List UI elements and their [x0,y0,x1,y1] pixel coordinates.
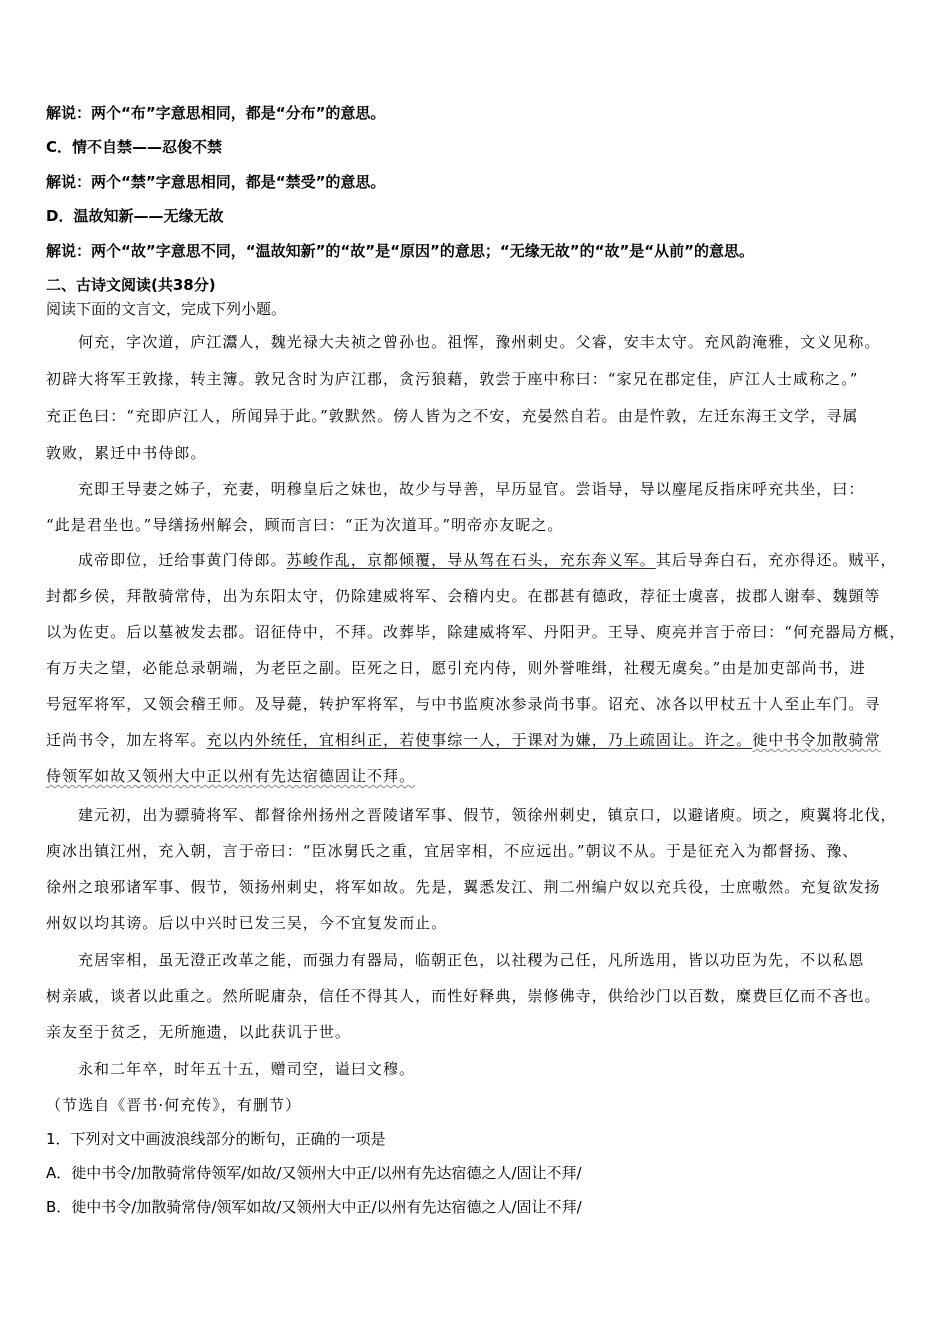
explanation-b: 解说：两个“布”字意思相同，都是“分布”的意思。 [46,104,386,122]
passage-p1-line2: 初辟大将军王敦掾，转主簿。敦兄含时为庐江郡，贪污狼藉，敦尝于座中称曰：“家兄在郡定佳，庐江人士咸称之。” [46,370,859,388]
passage-p5-line2: 树亲戚，谈者以此重之。然所昵庸杂，信任不得其人，而性好释典，崇修佛寺，供给沙门以百数，糜费巨亿而不吝也。 [46,987,881,1005]
passage-p3-line1 [78,549,897,570]
section-instruction: 阅读下面的文言文，完成下列小题。 [46,300,287,318]
passage-p3-line4: 有万夫之望，必能总录朝端，为老臣之副。臣死之日，愿引充内侍，则外誉唯缉，社稷无虞矣。”由是加吏部尚书，进 [46,659,866,677]
passage-source: （节选自《晋书·何充传》，有删节） [46,1096,302,1114]
passage-p3-line6 [46,729,881,750]
question-option-b: B．徙中书令/加散骑常侍/领军如故/又领州大中正/以州有先达宿德之人/固让不拜/ [46,1198,582,1216]
option-d: D．温故知新——无缘无故 [46,207,224,225]
question-stem: 1．下列对文中画波浪线部分的断句，正确的一项是 [46,1130,386,1148]
passage-text: 其后导奔白石，充亦得还。贼平， [655,551,897,569]
section-heading: 二、古诗文阅读(共38分) [46,276,216,294]
passage-p4-line1: 建元初，出为骠骑将军、都督徐州扬州之晋陵诸军事、假节，领徐州刺史，镇京口，以避诸庾。顷之，庾翼将北伐， [78,806,897,824]
underlined-sentence: 充以内外统任，宜相纠正，若使事综一人，于课对为嫌，乃上疏固让。许之。 [206,731,753,749]
passage-text: 成帝即位，迁给事黄门侍郎。 [78,551,287,569]
explanation-c: 解说：两个“禁”字意思相同，都是“禁受”的意思。 [46,173,386,191]
passage-p1-line3: 充正色曰：“充即庐江人，所闻异于此。”敦默然。傍人皆为之不安，充晏然自若。由是忤敦，左迁东海王文学，寻属 [46,407,859,425]
passage-p2-line1: 充即王导妻之姊子，充妻，明穆皇后之妹也，故少与导善，早历显官。尝诣导，导以麈尾反指床呼充共坐，曰： [78,480,865,498]
passage-p4-line2: 庾冰出镇江州，充入朝，言于帝曰：“臣冰舅氏之重，宜居宰相，不应远出。”朝议不从。于是征充入为都督扬、豫、 [46,842,859,860]
passage-p3-line7 [46,765,415,786]
passage-p1-line4: 敦败，累迁中书侍郎。 [46,444,207,462]
passage-p1-line1: 何充，字次道，庐江灊人，魏光禄大夫祯之曾孙也。祖恽，豫州刺史。父睿，安丰太守。充风韵淹雅，文义见称。 [78,333,881,351]
passage-p2-line2: “此是君坐也。”导缮扬州解会，顾而言曰：“正为次道耳。”明帝亦友昵之。 [46,516,564,534]
passage-p4-line4: 州奴以均其谤。后以中兴时已发三吴，今不宜复发而止。 [46,914,448,932]
passage-p5-line3: 亲友至于贫乏，无所施遗，以此获讥于世。 [46,1023,351,1041]
passage-p6: 永和二年卒，时年五十五，赠司空，谥曰文穆。 [78,1060,416,1078]
passage-p5-line1: 充居宰相，虽无澄正改革之能，而强力有器局，临朝正色，以社稷为己任，凡所选用，皆以功臣为先，不以私恩 [78,951,865,969]
explanation-d: 解说：两个“故”字意思不同，“温故知新”的“故”是“原因”的意思；“无缘无故”的“故”是“从前”的意思。 [46,242,755,260]
passage-p3-line5: 号冠军将军，又领会稽王师。及导薨，转护军将军，与中书监庾冰参录尚书事。诏充、冰各以甲杖五十人至止车门。寻 [46,695,881,713]
passage-p4-line3: 徐州之琅邪诸军事、假节，领扬州刺史，将军如故。先是，翼悉发江、荆二州编户奴以充兵役，士庶嗷然。充复欲发扬 [46,878,881,896]
question-option-a: A．徙中书令/加散骑常侍领军/如故/又领州大中正/以州有先达宿德之人/固让不拜/ [46,1164,582,1182]
passage-p3-line2: 封都乡侯，拜散骑常侍，出为东阳太守，仍除建威将军、会稽内史。在郡甚有德政，荐征士虞喜，拔郡人谢奉、魏顗等 [46,587,881,605]
wavy-underlined-text: 侍领军如故又领州大中正以州有先达宿德固让不拜。 [46,767,416,785]
option-c: C．情不自禁——忍俊不禁 [46,138,223,156]
underlined-sentence: 苏峻作乱，京都倾覆，导从驾在石头，充东奔义军。 [286,551,656,569]
passage-p3-line3: 以为佐吏。后以墓被发去郡。诏征侍中，不拜。改葬毕，除建威将军、丹阳尹。王导、庾亮并言于帝曰：“何充器局方概， [46,623,906,641]
passage-text: 迁尚书令，加左将军。 [46,731,207,749]
wavy-underlined-text: 徙中书令加散骑常 [752,731,881,749]
